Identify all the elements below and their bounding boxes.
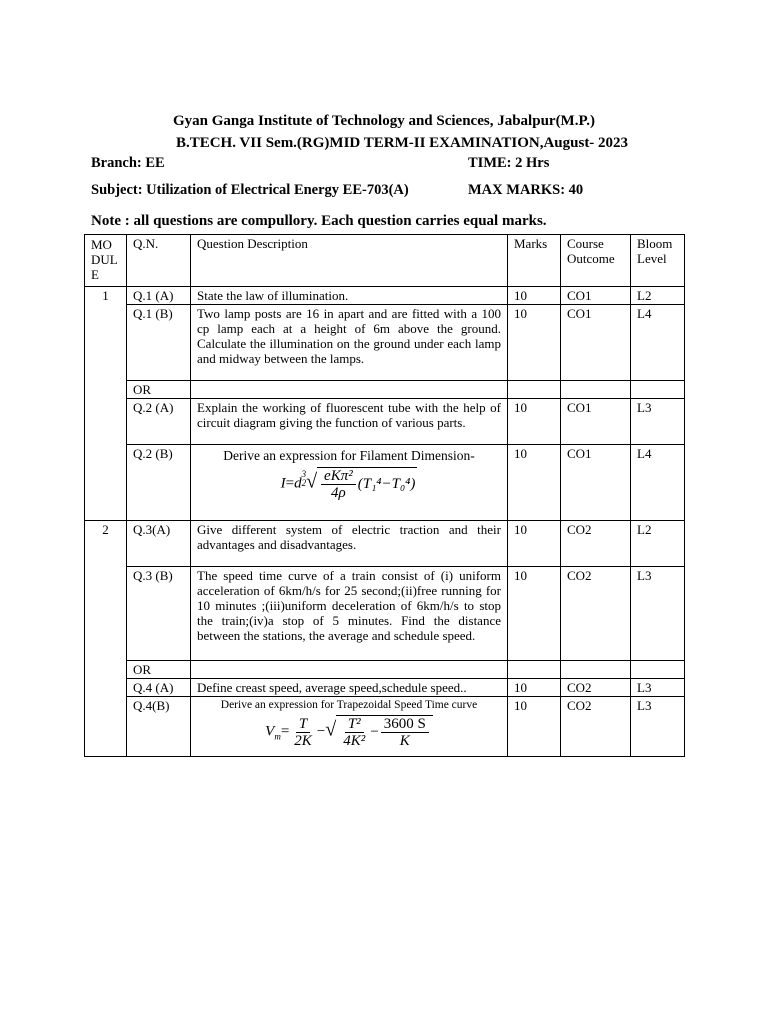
desc-cell	[191, 445, 508, 521]
level-cell	[631, 661, 685, 679]
desc-cell	[191, 381, 508, 399]
filament-formula	[197, 467, 501, 501]
qn-cell: Q.4 (A)	[127, 679, 191, 697]
header-qn: Q.N.	[127, 235, 191, 287]
marks-cell: 10	[508, 521, 561, 567]
table-row	[85, 567, 685, 661]
level-cell: L2	[631, 287, 685, 305]
level-cell: L3	[631, 399, 685, 445]
co-cell: CO1	[561, 399, 631, 445]
note-text: Note : all questions are compullory. Each question carries equal marks.	[91, 213, 547, 229]
subject-label: Subject: Utilization of Electrical Energy EE-703(A)	[91, 182, 409, 198]
desc-cell	[191, 697, 508, 757]
formula2-minus2: −	[370, 723, 379, 740]
module-cell: 1	[85, 287, 127, 521]
filament-question-text: Derive an expression for Filament Dimension-	[223, 448, 475, 463]
formula2-sub: m	[274, 731, 281, 742]
formula2-minus: −	[316, 723, 326, 740]
formula2-n1: T	[296, 716, 310, 733]
formula2-d3: K	[399, 733, 410, 749]
or-cell: OR	[127, 661, 191, 679]
formula2-d1: 2K	[294, 732, 312, 749]
marks-cell: 10	[508, 679, 561, 697]
sqrt-icon: √	[306, 470, 318, 493]
marks-cell	[508, 381, 561, 399]
level-cell: L3	[631, 679, 685, 697]
co-cell: CO2	[561, 697, 631, 757]
question-table	[84, 234, 685, 757]
max-marks-label: MAX MARKS: 40	[468, 182, 584, 198]
formula2-n2: T²	[345, 716, 364, 733]
header-module: MO DUL E	[85, 235, 127, 287]
formula2-d2: 4K²	[343, 733, 366, 749]
table-row-or	[85, 381, 685, 399]
formula-den: 4ρ	[331, 485, 346, 501]
formula2-lhs: V	[265, 723, 275, 740]
trapezoidal-formula	[197, 715, 501, 749]
module-cell: 2	[85, 521, 127, 757]
table-row	[85, 697, 685, 757]
header-bloom: Bloom Level	[631, 235, 685, 287]
formula-exp-num: 3	[301, 469, 307, 480]
sqrt-icon: √	[325, 718, 337, 741]
trapezoidal-question-text: Derive an expression for Trapezoidal Speed Time curve	[220, 699, 478, 711]
table-header-row	[85, 235, 685, 287]
formula-num: eKπ²	[321, 468, 356, 485]
co-cell: CO1	[561, 305, 631, 381]
level-cell: L3	[631, 697, 685, 757]
desc-cell: The speed time curve of a train consist of (i) uniform acceleration of 6km/h/s for 25 second;(ii)free running for 10 minutes ;(iii)uniform deceleration of 6km/h/s to stop the train;(iv)a stop of 5 minutes. Find the distance between the stations, the average and schedule speed.	[191, 567, 508, 661]
desc-cell: State the law of illumination.	[191, 287, 508, 305]
level-cell	[631, 381, 685, 399]
table-row	[85, 305, 685, 381]
table-row	[85, 399, 685, 445]
qn-cell: Q.1 (B)	[127, 305, 191, 381]
marks-cell: 10	[508, 567, 561, 661]
level-cell: L4	[631, 445, 685, 521]
table-row	[85, 679, 685, 697]
formula-tail: (T₁⁴−T₀⁴)	[357, 475, 416, 492]
formula2-n3: 3600 S	[381, 716, 429, 733]
qn-cell: Q.3 (B)	[127, 567, 191, 661]
formula-exp-den: 2	[301, 478, 307, 489]
header-description: Question Description	[191, 235, 508, 287]
co-cell: CO2	[561, 567, 631, 661]
marks-cell: 10	[508, 399, 561, 445]
header-marks: Marks	[508, 235, 561, 287]
time-label: TIME: 2 Hrs	[468, 155, 550, 171]
marks-cell: 10	[508, 697, 561, 757]
desc-cell: Give different system of electric traction and their advantages and disadvantages.	[191, 521, 508, 567]
formula2-eq: =	[280, 723, 290, 740]
table-row	[85, 521, 685, 567]
table-row	[85, 287, 685, 305]
qn-cell: Q.1 (A)	[127, 287, 191, 305]
table-row-or	[85, 661, 685, 679]
co-cell: CO1	[561, 445, 631, 521]
co-cell: CO1	[561, 287, 631, 305]
desc-cell	[191, 661, 508, 679]
qn-cell: Q.4(B)	[127, 697, 191, 757]
qn-cell: Q.2 (B)	[127, 445, 191, 521]
co-cell: CO2	[561, 521, 631, 567]
level-cell: L3	[631, 567, 685, 661]
exam-title: B.TECH. VII Sem.(RG)MID TERM-II EXAMINATION,August- 2023	[175, 135, 629, 151]
marks-cell	[508, 661, 561, 679]
qn-cell: Q.2 (A)	[127, 399, 191, 445]
formula-eq: =	[285, 475, 295, 492]
level-cell: L2	[631, 521, 685, 567]
branch-label: Branch: EE	[91, 155, 165, 171]
marks-cell: 10	[508, 305, 561, 381]
desc-cell: Explain the working of fluorescent tube with the help of circuit diagram giving the function of various parts.	[191, 399, 508, 445]
marks-cell: 10	[508, 287, 561, 305]
or-cell: OR	[127, 381, 191, 399]
co-cell	[561, 381, 631, 399]
header-outcome: Course Outcome	[561, 235, 631, 287]
qn-cell: Q.3(A)	[127, 521, 191, 567]
institute-title: Gyan Ganga Institute of Technology and Sciences, Jabalpur(M.P.)	[173, 113, 595, 129]
table-row	[85, 445, 685, 521]
formula-lhs: I	[280, 475, 286, 492]
desc-cell: Define creast speed, average speed,schedule speed..	[191, 679, 508, 697]
level-cell: L4	[631, 305, 685, 381]
desc-cell: Two lamp posts are 16 in apart and are fitted with a 100 cp lamp each at a height of 6m above the ground. Calculate the illumination on the ground under each lamp and midway between the lamps.	[191, 305, 508, 381]
co-cell: CO2	[561, 679, 631, 697]
marks-cell: 10	[508, 445, 561, 521]
co-cell	[561, 661, 631, 679]
formula-base: d	[294, 475, 302, 492]
